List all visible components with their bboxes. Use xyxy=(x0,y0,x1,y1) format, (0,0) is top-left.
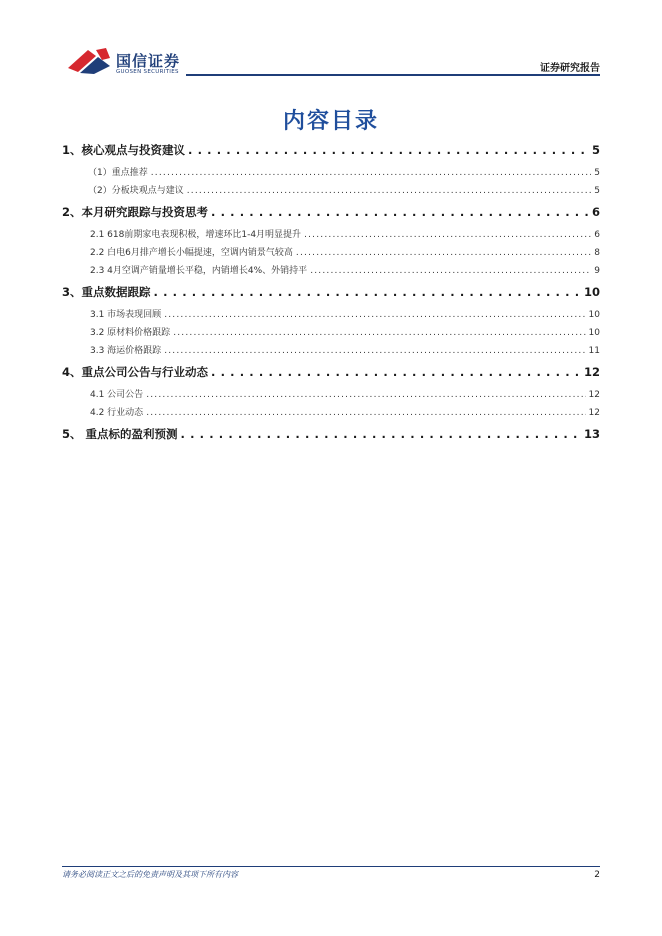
toc-entry-label: 4.2 行业动态 xyxy=(90,408,144,418)
toc-entry[interactable] xyxy=(62,142,600,158)
toc-entry-page: 9 xyxy=(594,266,600,276)
toc-entry[interactable] xyxy=(62,387,600,400)
toc-entry[interactable] xyxy=(62,364,600,380)
toc-title: 内容目录 xyxy=(282,109,379,134)
toc-entry-page: 10 xyxy=(588,328,600,338)
toc-entry-label: 2.2 白电6月排产增长小幅提速，空调内销景气较高 xyxy=(90,248,293,258)
toc-dot-leader xyxy=(173,328,585,338)
toc-entry[interactable] xyxy=(62,405,600,418)
footer-disclaimer: 请务必阅读正文之后的免责声明及其项下所有内容 xyxy=(62,870,238,879)
toc-entry-page: 6 xyxy=(591,205,600,219)
toc-dot-leader xyxy=(211,365,581,379)
toc-entry[interactable] xyxy=(62,263,600,276)
toc-entry-page: 6 xyxy=(594,230,600,240)
toc-entry-label: 3.2 原材料价格跟踪 xyxy=(90,328,171,338)
toc-dot-leader xyxy=(181,427,581,441)
toc-entry-label: 5、 重点标的盈利预测 xyxy=(62,427,178,441)
toc-entry-page: 5 xyxy=(594,186,600,196)
guosen-logo-icon xyxy=(66,46,112,76)
brand-name-cn: 国信证券 xyxy=(116,52,181,70)
toc-entry-page: 12 xyxy=(588,390,600,400)
toc-entry-label: 3.3 海运价格跟踪 xyxy=(90,346,162,356)
toc-dot-leader xyxy=(146,390,585,400)
toc-entry[interactable] xyxy=(62,307,600,320)
toc-entry-page: 12 xyxy=(583,365,600,379)
toc-entry-page: 5 xyxy=(591,143,600,157)
toc-entry-page: 12 xyxy=(588,408,600,418)
toc-entry[interactable] xyxy=(62,245,600,258)
toc-entry-label: 4、重点公司公告与行业动态 xyxy=(62,365,209,379)
toc-entry[interactable] xyxy=(62,325,600,338)
toc-entry-label: 3.1 市场表现回顾 xyxy=(90,310,162,320)
toc-entry[interactable] xyxy=(62,227,600,240)
report-type-label: 证券研究报告 xyxy=(540,63,600,74)
toc-entry-label: 3、重点数据跟踪 xyxy=(62,285,151,299)
toc-entry[interactable] xyxy=(62,204,600,220)
toc-dot-leader xyxy=(164,310,585,320)
toc-entry-label: 1、核心观点与投资建议 xyxy=(62,143,186,157)
toc-entry-page: 11 xyxy=(588,346,600,356)
toc-entry-page: 5 xyxy=(594,168,600,178)
header-divider xyxy=(186,74,600,76)
toc-dot-leader xyxy=(187,186,592,196)
toc-entry[interactable] xyxy=(62,426,600,442)
toc-dot-leader xyxy=(151,168,592,178)
toc-entry-page: 8 xyxy=(594,248,600,258)
toc-entry-page: 13 xyxy=(583,427,600,441)
toc-entry[interactable] xyxy=(62,343,600,356)
brand-name-en: GUOSEN SECURITIES xyxy=(116,69,179,75)
toc-entry-page: 10 xyxy=(588,310,600,320)
toc-entry-page: 10 xyxy=(583,285,600,299)
toc-entry-label: 4.1 公司公告 xyxy=(90,390,144,400)
toc-entry-label: （1）重点推荐 xyxy=(88,168,148,178)
toc-dot-leader xyxy=(146,408,585,418)
toc-dot-leader xyxy=(304,230,591,240)
toc-entry-label: 2、本月研究跟踪与投资思考 xyxy=(62,205,209,219)
toc-entry-label: 2.3 4月空调产销量增长平稳，内销增长4%、外销持平 xyxy=(90,266,308,276)
toc-dot-leader xyxy=(211,205,589,219)
toc-dot-leader xyxy=(164,346,585,356)
toc-entry[interactable] xyxy=(62,183,600,196)
toc-entry[interactable] xyxy=(62,284,600,300)
toc-entry[interactable] xyxy=(62,165,600,178)
toc-dot-leader xyxy=(296,248,591,258)
page-number: 2 xyxy=(594,870,600,880)
toc-entry-label: （2）分板块观点与建议 xyxy=(88,186,184,196)
toc-dot-leader xyxy=(310,266,591,276)
toc-dot-leader xyxy=(154,285,581,299)
footer-divider xyxy=(62,866,600,867)
toc-entry-label: 2.1 618前期家电表现积极，增速环比1-4月明显提升 xyxy=(90,230,302,240)
page-header xyxy=(0,0,662,80)
toc-dot-leader xyxy=(188,143,589,157)
